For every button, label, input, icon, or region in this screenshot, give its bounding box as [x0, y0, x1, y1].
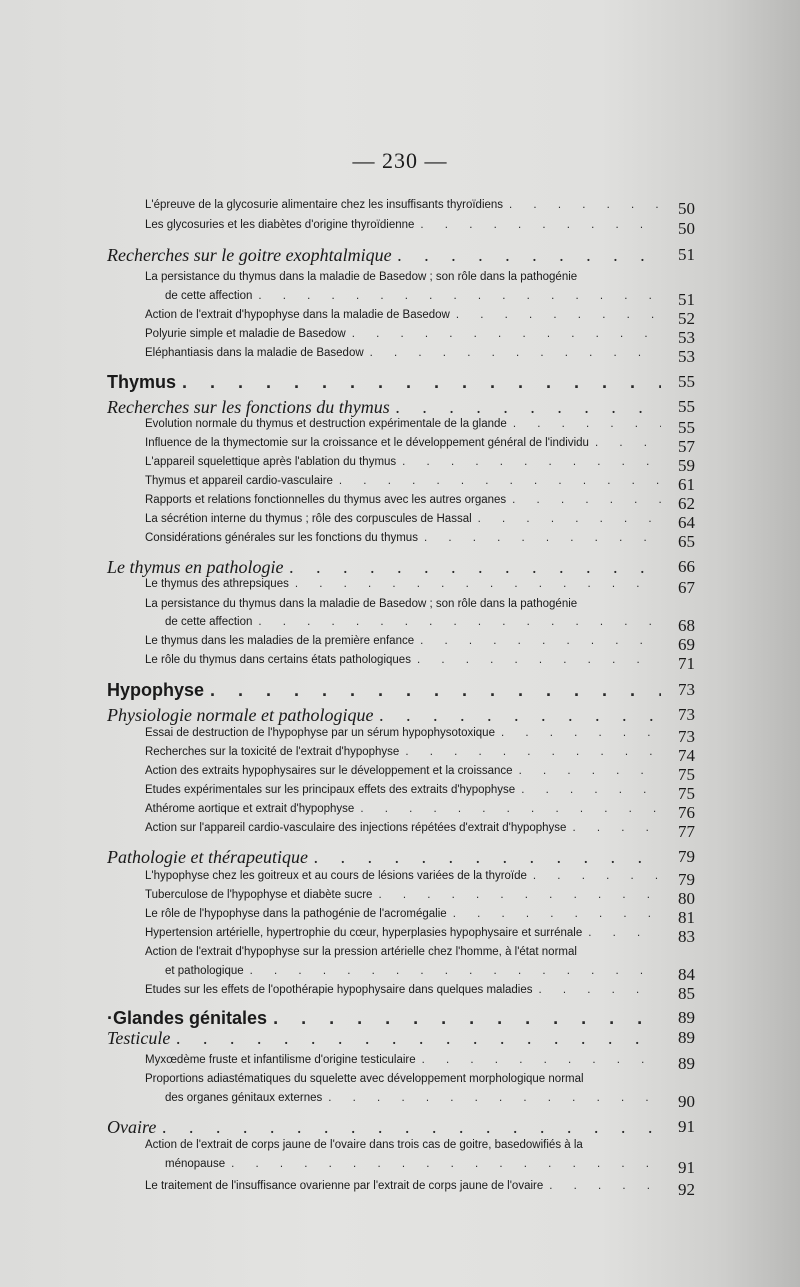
dot-leader	[521, 784, 661, 796]
dot-leader	[420, 635, 661, 647]
toc-entry-title: des organes génitaux externes	[165, 1092, 323, 1104]
dot-leader	[289, 557, 661, 578]
toc-page-number: 77	[678, 822, 695, 841]
toc-page-number: 92	[678, 1180, 695, 1199]
toc-page-number: 55	[678, 372, 695, 391]
toc-entry	[145, 578, 695, 597]
toc-entry	[145, 219, 695, 238]
toc-entry-title: Les glycosuries et les diabètes d'origine thyroïdienne	[145, 219, 415, 231]
toc-entry-title: Ovaire	[107, 1117, 157, 1137]
toc-entry-title: Hypertension artérielle, hypertrophie du cœur, hyperplasies hypophysaire et surrénale	[145, 927, 583, 939]
toc-entry	[145, 513, 695, 532]
toc-page-number: 61	[678, 475, 695, 494]
toc-entry-title: Rapports et relations fonctionnelles du thymus avec les autres organes	[145, 494, 507, 506]
dot-leader	[182, 372, 661, 393]
toc-page-number: 74	[678, 746, 695, 765]
toc-page-number: 53	[678, 347, 695, 366]
toc-entry	[145, 927, 695, 946]
toc-page-number: 73	[678, 680, 695, 699]
dot-leader	[295, 578, 661, 590]
toc-subsection	[107, 705, 695, 726]
toc-entry	[145, 765, 695, 784]
toc-entry	[145, 1054, 695, 1073]
toc-entry-title: Le traitement de l'insuffisance ovarienne par l'extrait de corps jaune de l'ovaire	[145, 1180, 544, 1192]
toc-page-number: 89	[678, 1054, 695, 1073]
toc-entry-title: Evolution normale du thymus et destruction expérimentale de la glande	[145, 418, 507, 430]
toc-entry	[145, 616, 695, 635]
toc-entry-title: ·Glandes génitales	[107, 1008, 268, 1028]
toc-page-number: 65	[678, 532, 695, 551]
dot-leader	[258, 290, 661, 302]
toc-entry	[145, 803, 695, 822]
toc-page-number: 73	[678, 705, 695, 724]
dot-leader	[352, 328, 661, 340]
toc-entry-title: de cette affection	[165, 616, 253, 628]
toc-entry-title: Etudes sur les effets de l'opothérapie hypophysaire dans quelques maladies	[145, 984, 533, 996]
toc-entry	[145, 290, 695, 309]
toc-page-number: 66	[678, 557, 695, 576]
toc-entry-title: Considérations générales sur les fonctions du thymus	[145, 532, 418, 544]
toc-page-number: 51	[678, 245, 695, 264]
toc-entry-title: Myxœdème fruste et infantilisme d'origine testiculaire	[145, 1054, 416, 1066]
dot-leader	[162, 1117, 661, 1138]
dot-leader	[424, 532, 661, 544]
toc-entry	[145, 1092, 695, 1111]
toc-page-number: 67	[678, 578, 695, 597]
toc-entry	[145, 309, 695, 328]
dot-leader	[478, 513, 661, 525]
toc-entry	[145, 347, 695, 366]
dot-leader	[398, 245, 661, 266]
dot-leader	[456, 309, 661, 321]
toc-entry	[145, 199, 695, 218]
toc-entry	[145, 908, 695, 927]
toc-entry-title: Recherches sur le goitre exophtalmique	[107, 245, 392, 265]
toc-entry-title: Action de l'extrait d'hypophyse dans la maladie de Basedow	[145, 309, 450, 321]
toc-page-number: 91	[678, 1158, 695, 1177]
toc-entry-title: Etudes expérimentales sur les principaux effets des extraits d'hypophyse	[145, 784, 516, 796]
dot-leader	[370, 347, 661, 359]
dot-leader	[501, 727, 661, 739]
toc-section	[107, 372, 695, 393]
toc-subsection	[107, 1028, 695, 1049]
toc-page-number: 71	[678, 654, 695, 673]
dot-leader	[402, 456, 661, 468]
toc-entry-title: Hypophyse	[107, 680, 205, 700]
toc-entry-title: Le thymus dans les maladies de la première enfance	[145, 635, 415, 647]
toc-page-number: 62	[678, 494, 695, 513]
toc-entry	[145, 532, 695, 551]
toc-subsection	[107, 847, 695, 868]
toc-entry-title: Le rôle du thymus dans certains états pathologiques	[145, 654, 411, 666]
toc-page-number: 57	[678, 437, 695, 456]
toc-entry-title: Recherches sur les fonctions du thymus	[107, 397, 390, 417]
toc-entry-title: Essai de destruction de l'hypophyse par un sérum hypophysotoxique	[145, 727, 495, 739]
dot-leader	[513, 418, 661, 430]
toc-page-number: 91	[678, 1117, 695, 1136]
toc-entry	[145, 437, 695, 456]
toc-entry	[145, 965, 695, 984]
toc-page-number: 59	[678, 456, 695, 475]
toc-page-number: 52	[678, 309, 695, 328]
dot-leader	[396, 397, 661, 418]
toc-entry	[145, 822, 695, 841]
toc-entry	[145, 475, 695, 494]
dot-leader	[210, 680, 661, 701]
toc-page-number: 76	[678, 803, 695, 822]
toc-entry	[145, 746, 695, 765]
toc-entry-title: La sécrétion interne du thymus ; rôle des corpuscules de Hassal	[145, 513, 472, 525]
toc-entry	[145, 870, 695, 889]
dot-leader	[512, 494, 661, 506]
dot-leader	[595, 437, 661, 449]
dot-leader	[539, 984, 662, 996]
dot-leader	[549, 1180, 661, 1192]
toc-entry-title: de cette affection	[165, 290, 253, 302]
toc-page-number: 89	[678, 1008, 695, 1027]
toc-entry	[145, 1180, 695, 1199]
toc-entry-title: et pathologique	[165, 965, 244, 977]
toc-page-number: 90	[678, 1092, 695, 1111]
toc-entry-title: Eléphantiasis dans la maladie de Basedow	[145, 347, 364, 359]
toc-page-number: 75	[678, 765, 695, 784]
toc-page-number: 83	[678, 927, 695, 946]
toc-entry-title: Le thymus en pathologie	[107, 557, 284, 577]
toc-entry-title: Recherches sur la toxicité de l'extrait d'hypophyse	[145, 746, 400, 758]
dot-leader	[328, 1092, 661, 1104]
toc-entry	[145, 456, 695, 475]
toc-entry-title: Action des extraits hypophysaires sur le développement et la croissance	[145, 765, 513, 777]
toc-page-number: 85	[678, 984, 695, 1003]
toc-entry-title: Le rôle de l'hypophyse dans la pathogénie de l'acromégalie	[145, 908, 447, 920]
dot-leader	[420, 219, 661, 231]
toc-entry	[145, 1158, 695, 1177]
toc-page-number: 50	[678, 199, 695, 218]
toc-page-number: 75	[678, 784, 695, 803]
toc-subsection	[107, 397, 695, 418]
dot-leader	[453, 908, 661, 920]
toc-entry-title: Action sur l'appareil cardio-vasculaire des injections répétées d'extrait d'hypophyse	[145, 822, 567, 834]
toc-subsection	[107, 245, 695, 266]
dot-leader	[417, 654, 661, 666]
toc-page-number: 55	[678, 418, 695, 437]
toc-entry-title: Le thymus des athrepsiques	[145, 578, 289, 590]
toc-page-number: 84	[678, 965, 695, 984]
toc-entry	[145, 784, 695, 803]
dot-leader	[509, 199, 661, 211]
toc-entry-title: Polyurie simple et maladie de Basedow	[145, 328, 346, 340]
dot-leader	[533, 870, 661, 882]
toc-entry	[145, 889, 695, 908]
dot-leader	[273, 1008, 661, 1029]
toc-section	[107, 680, 695, 701]
toc-entry-title: Tuberculose de l'hypophyse et diabète sucre	[145, 889, 373, 901]
toc-page-number: 79	[678, 870, 695, 889]
toc-page-number: 80	[678, 889, 695, 908]
toc-entry	[145, 984, 695, 1003]
toc-entry-title: Testicule	[107, 1028, 171, 1048]
dot-leader	[339, 475, 661, 487]
toc-section	[107, 1008, 695, 1029]
toc-entry-text: Action de l'extrait de corps jaune de l'ovaire dans trois cas de goitre, basedowifiés à la	[145, 1139, 583, 1151]
toc-entry-title: Thymus et appareil cardio-vasculaire	[145, 475, 333, 487]
toc-page-number: 50	[678, 219, 695, 238]
dot-leader	[588, 927, 661, 939]
dot-leader	[572, 822, 661, 834]
toc-subsection	[107, 1117, 695, 1138]
dot-leader	[360, 803, 661, 815]
dot-leader	[422, 1054, 661, 1066]
dot-leader	[379, 705, 661, 726]
dot-leader	[258, 616, 661, 628]
toc-page-number: 81	[678, 908, 695, 927]
toc-entry	[145, 727, 695, 746]
toc-page-number: 68	[678, 616, 695, 635]
toc-entry	[145, 494, 695, 513]
toc-entry-title: L'épreuve de la glycosurie alimentaire chez les insuffisants thyroïdiens	[145, 199, 504, 211]
dot-leader	[519, 765, 661, 777]
toc-entry-text: Action de l'extrait d'hypophyse sur la pression artérielle chez l'homme, à l'état normal	[145, 946, 577, 958]
toc-page-number: 79	[678, 847, 695, 866]
toc-page-number: 64	[678, 513, 695, 532]
toc-entry	[145, 328, 695, 347]
dot-leader	[405, 746, 661, 758]
toc-entry-title: ménopause	[165, 1158, 226, 1170]
dot-leader	[314, 847, 661, 868]
toc-entry	[145, 654, 695, 673]
toc-entry	[145, 635, 695, 654]
toc-page-number: 89	[678, 1028, 695, 1047]
dot-leader	[378, 889, 661, 901]
toc-entry-title: Athérome aortique et extrait d'hypophyse	[145, 803, 355, 815]
dot-leader	[176, 1028, 661, 1049]
toc-page-number: 69	[678, 635, 695, 654]
toc-entry-text: Proportions adiastématiques du squelette avec développement morphologique normal	[145, 1073, 584, 1085]
toc-entry-text: La persistance du thymus dans la maladie de Basedow ; son rôle dans la pathogénie	[145, 598, 578, 610]
toc-page-number: 73	[678, 727, 695, 746]
toc-entry-text: La persistance du thymus dans la maladie de Basedow ; son rôle dans la pathogénie	[145, 271, 578, 283]
toc-page-number: 53	[678, 328, 695, 347]
toc-entry-title: Physiologie normale et pathologique	[107, 705, 374, 725]
toc-entry	[145, 418, 695, 437]
dot-leader	[231, 1158, 661, 1170]
page-number: — 230 —	[352, 148, 448, 173]
toc-entry-title: L'hypophyse chez les goitreux et au cours de lésions variées de la thyroïde	[145, 870, 527, 882]
dot-leader	[250, 965, 661, 977]
toc-page-number: 55	[678, 397, 695, 416]
toc-entry-title: Influence de la thymectomie sur la croissance et le développement général de l'individu	[145, 437, 589, 449]
toc-page-number: 51	[678, 290, 695, 309]
toc-entry-title: Pathologie et thérapeutique	[107, 847, 308, 867]
toc-entry-title: Thymus	[107, 372, 177, 392]
toc-entry-title: L'appareil squelettique après l'ablation du thymus	[145, 456, 397, 468]
toc-subsection	[107, 557, 695, 578]
